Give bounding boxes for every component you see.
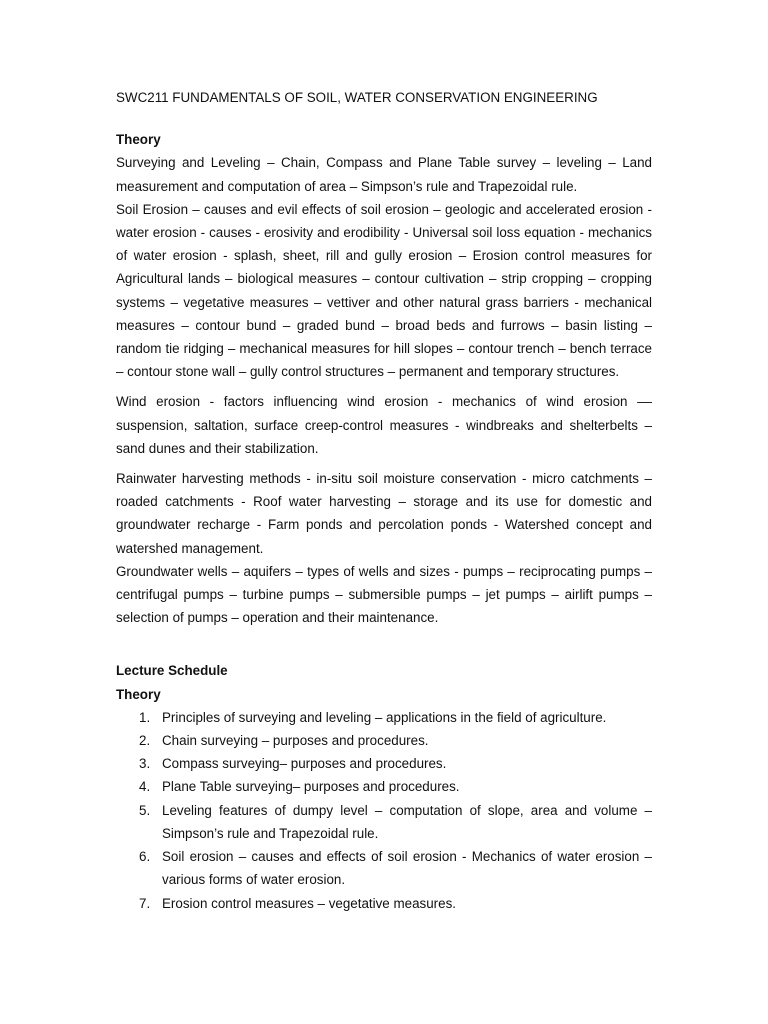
list-item-text: Compass surveying– purposes and procedures. <box>162 756 447 772</box>
list-item <box>116 845 652 891</box>
list-item-number: 6. <box>139 849 151 865</box>
list-item-number: 2. <box>139 733 151 749</box>
list-item <box>116 892 652 915</box>
paragraph-soil-erosion: Soil Erosion – causes and evil effects of soil erosion – geologic and accelerated erosion - water erosion - causes - erosivity and erodibility - Universal soil loss equation - mechanics of water erosion - splash, sheet, rill and gully erosion – Erosion control measures for Agricultural lands – biological measures – contour cultivation – strip cropping – cropping systems – vegetative measures – vettiver and other natural grass barriers - mechanical measures – contour bund – graded bund – broad beds and furrows – basin listing – random tie ridging – mechanical measures for hill slopes – contour trench – bench terrace – contour stone wall – gully control structures – permanent and temporary structures. <box>116 201 652 380</box>
list-item <box>116 706 652 729</box>
lecture-schedule-heading: Lecture Schedule <box>116 663 228 679</box>
list-item-text: Soil erosion – causes and effects of soil erosion - Mechanics of water erosion – various forms of water erosion. <box>162 849 652 888</box>
list-item <box>116 729 652 752</box>
paragraph-rainwater-harvesting: Rainwater harvesting methods - in-situ soil moisture conservation - micro catchments – roaded catchments - Roof water harvesting – storage and its use for domestic and groundwater recharge - Farm ponds and percolation ponds - Watershed concept and watershed management. <box>116 471 652 556</box>
list-item <box>116 752 652 775</box>
list-item-number: 4. <box>139 779 151 795</box>
list-item-text: Erosion control measures – vegetative measures. <box>162 895 456 911</box>
course-title: SWC211 FUNDAMENTALS OF SOIL, WATER CONSERVATION ENGINEERING <box>116 90 598 105</box>
list-item-number: 7. <box>139 895 151 911</box>
list-item-text: Leveling features of dumpy level – computation of slope, area and volume – Simpson’s rule and Trapezoidal rule. <box>162 802 652 841</box>
list-item <box>116 775 652 798</box>
lecture-theory-subheading: Theory <box>116 686 161 702</box>
paragraph-surveying: Surveying and Leveling – Chain, Compass and Plane Table survey – leveling – Land measurement and computation of area – Simpson’s rule and Trapezoidal rule. <box>116 155 652 194</box>
theory-heading: Theory <box>116 132 161 148</box>
list-item-number: 5. <box>139 802 151 818</box>
list-item-text: Chain surveying – purposes and procedures. <box>162 733 429 749</box>
document-content <box>116 86 652 915</box>
list-item-text: Principles of surveying and leveling – applications in the field of agriculture. <box>162 709 607 725</box>
paragraph-groundwater-wells: Groundwater wells – aquifers – types of wells and sizes - pumps – reciprocating pumps – centrifugal pumps – turbine pumps – submersible pumps – jet pumps – airlift pumps – selection of pumps – operation and their maintenance. <box>116 563 652 626</box>
list-item-number: 3. <box>139 756 151 772</box>
list-item <box>116 799 652 845</box>
lecture-list <box>116 706 652 915</box>
list-item-text: Plane Table surveying– purposes and procedures. <box>162 779 460 795</box>
paragraph-wind-erosion: Wind erosion - factors influencing wind erosion - mechanics of wind erosion –– suspension, saltation, surface creep-control measures - windbreaks and shelterbelts – sand dunes and their stabilization. <box>116 394 652 456</box>
list-item-number: 1. <box>139 709 151 725</box>
